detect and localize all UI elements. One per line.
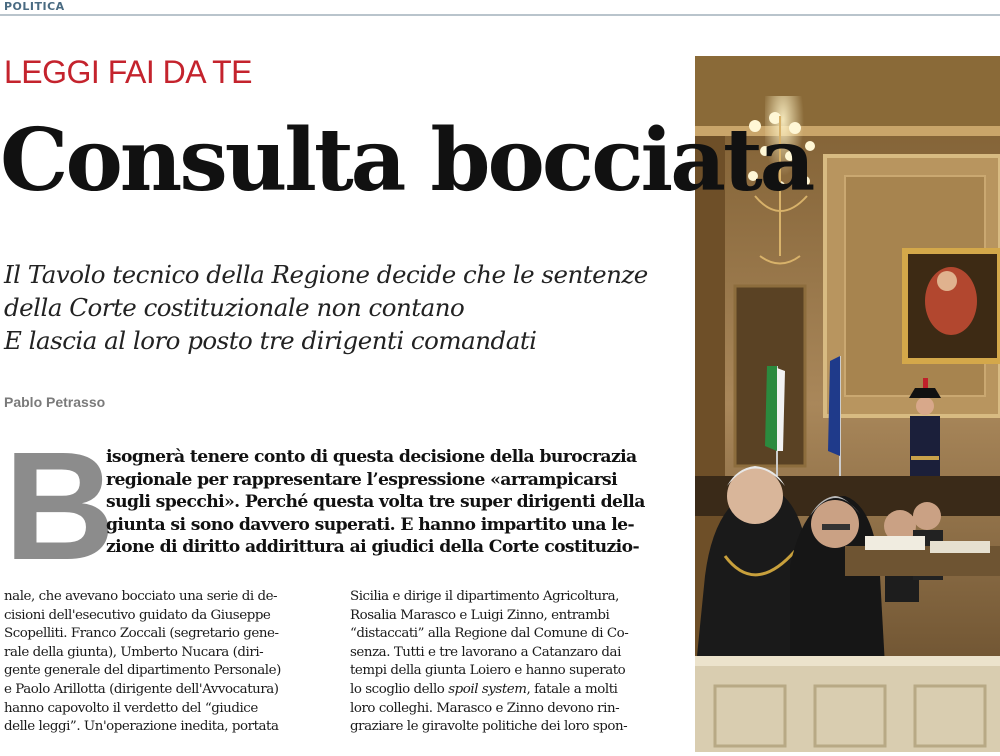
lead-paragraph xyxy=(106,446,666,559)
subheadline xyxy=(4,258,684,357)
body-line: e Paolo Arillotta (dirigente dell'Avvocatura) xyxy=(4,681,279,697)
section-header xyxy=(0,0,1000,16)
body-line xyxy=(350,681,675,700)
body-line: Sicilia e dirige il dipartimento Agricoltura, xyxy=(350,589,619,604)
body-line: Scopelliti. Franco Zoccali (segretario gene- xyxy=(4,626,279,642)
byline: Pablo Petrasso xyxy=(4,394,106,410)
kicker: LEGGI FAI DA TE xyxy=(4,54,252,90)
subhead-line: Il Tavolo tecnico della Regione decide che le sentenze xyxy=(4,260,648,289)
body-line: rale della giunta), Umberto Nucara (diri- xyxy=(4,644,264,660)
body-line: “distaccati” alla Regione dal Comune di Co- xyxy=(350,626,629,642)
body-line: Rosalia Marasco e Luigi Zinno, entrambi xyxy=(350,607,610,623)
body-column-2 xyxy=(350,588,675,737)
body-line: hanno capovolto il verdetto del “giudice xyxy=(4,700,258,716)
body-line: loro colleghi. Marasco e Zinno devono rin- xyxy=(350,700,620,716)
headline: Consulta bocciata xyxy=(0,110,813,211)
body-text: lo scoglio dello xyxy=(350,681,449,697)
lead-line: giunta si sono davvero superati. E hanno impartito una le- xyxy=(106,514,635,535)
body-line: senza. Tutti e tre lavorano a Catanzaro dai xyxy=(350,644,621,660)
body-line: cisioni dell'esecutivo guidato da Giuseppe xyxy=(4,607,271,623)
italic-term: spoil system xyxy=(448,681,527,697)
subhead-line: E lascia al loro posto tre dirigenti comandati xyxy=(4,326,537,355)
lead-line: isognerà tenere conto di questa decisione della burocrazia xyxy=(106,447,637,467)
subhead-line: della Corte costituzionale non contano xyxy=(4,293,465,322)
section-label: POLITICA xyxy=(4,0,65,13)
body-line: tempi della giunta Loiero e hanno superato xyxy=(350,663,626,679)
body-line: graziare le giravolte politiche dei loro spon- xyxy=(350,719,628,735)
body-line: nale, che avevano bocciato una serie di de- xyxy=(4,589,278,604)
body-line: gente generale del dipartimento Personale) xyxy=(4,663,281,679)
lead-line: sugli specchi». Perché questa volta tre super dirigenti della xyxy=(106,492,645,512)
body-line: delle leggi”. Un'operazione inedita, portata xyxy=(4,719,279,735)
body-text: , fatale a molti xyxy=(526,681,618,697)
lead-line: regionale per rappresentare l’espressione «arrampicarsi xyxy=(106,469,618,490)
lead-line: zione di diritto addirittura ai giudici della Corte costituzio- xyxy=(106,537,639,557)
drop-cap: B xyxy=(4,420,112,592)
body-column-1 xyxy=(4,588,329,737)
